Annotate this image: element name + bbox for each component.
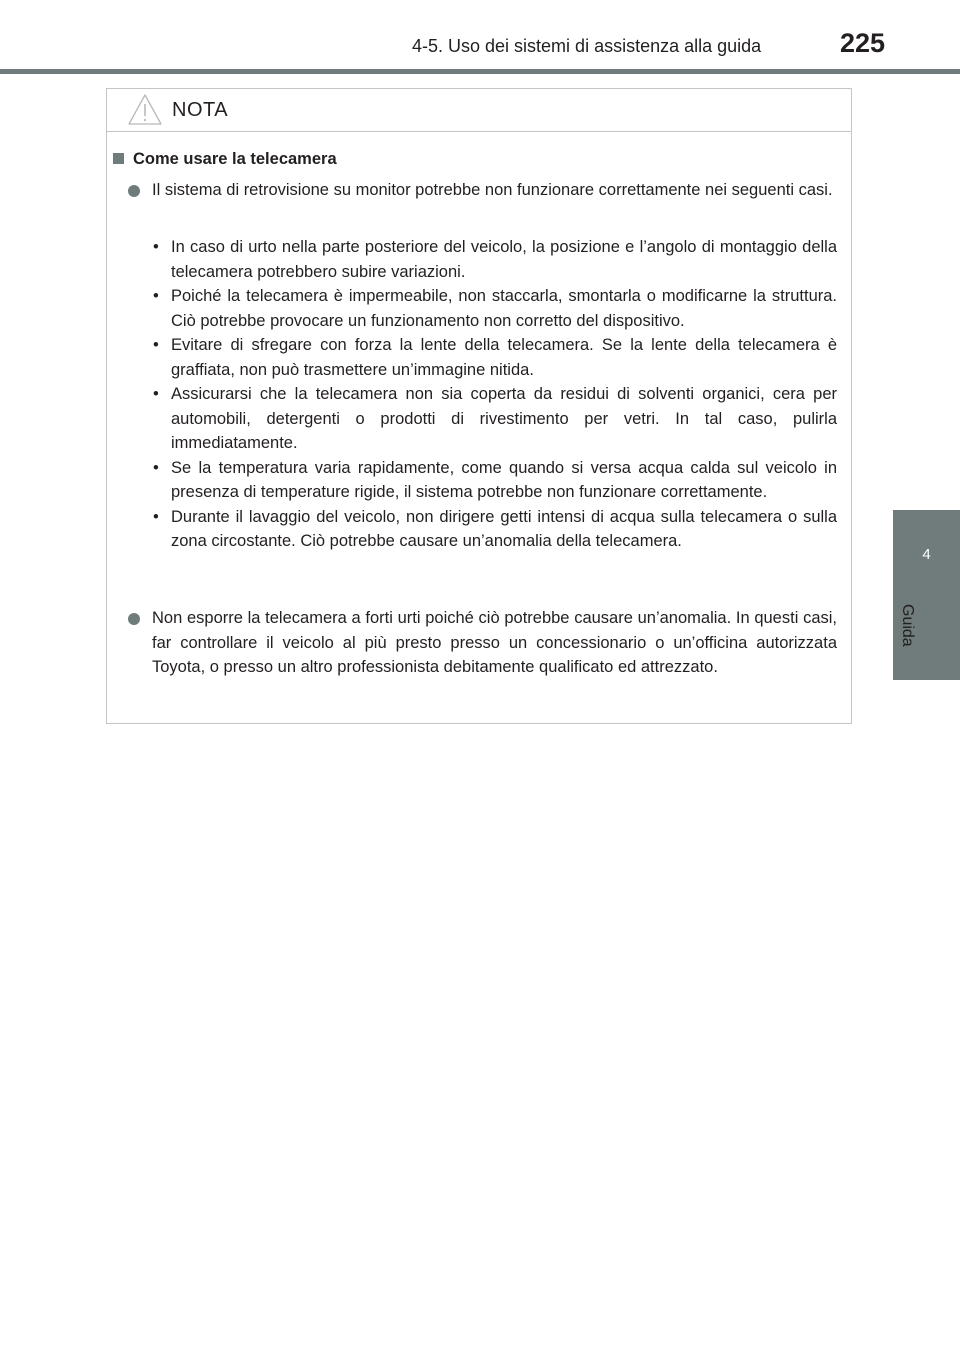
circle-bullet-icon bbox=[128, 613, 140, 625]
bullet-dot: • bbox=[153, 507, 159, 526]
note-item-1: Il sistema di retrovisione su monitor potrebbe non funzionare correttamente nei seguenti casi. bbox=[152, 181, 833, 199]
chapter-label bbox=[900, 604, 940, 654]
bullet-dot: • bbox=[153, 287, 159, 305]
section-heading-text: Come usare la telecamera bbox=[133, 150, 337, 168]
note-title: NOTA bbox=[172, 99, 229, 121]
bullet-dot: • bbox=[153, 385, 159, 403]
chapter-tab bbox=[893, 510, 960, 680]
bullet-dot: • bbox=[153, 336, 159, 354]
section-heading bbox=[113, 150, 337, 169]
bullet-dot: • bbox=[153, 458, 159, 477]
bullet-dot: • bbox=[153, 238, 159, 256]
chapter-number: 4 bbox=[922, 546, 931, 563]
circle-bullet-icon bbox=[128, 185, 140, 197]
note-header bbox=[107, 89, 851, 132]
note-item-2: Non esporre la telecamera a forti urti poiché ciò potrebbe causare un’anomalia. In questi casi, far controllare il veicolo al più presto presso un concessionario o un’officina autorizzata Toyota, o presso un altro professionista debitamente qualificato ed attrezzato. bbox=[152, 609, 837, 676]
list-item: • Assicurarsi che la telecamera non sia coperta da residui di solventi organici, cera per automobili, detergenti o prodotti di rivestimento per vetri. In tal caso, pulirla immediatamente. bbox=[153, 382, 837, 456]
note-box bbox=[106, 88, 852, 724]
list-item: • Se la temperatura varia rapidamente, come quando si versa acqua calda sul veicolo in presenza di temperature rigide, il sistema potrebbe non funzionare correttamente. bbox=[153, 456, 837, 505]
list-item: • Evitare di sfregare con forza la lente della telecamera. Se la lente della telecamera è graffiata, non può trasmettere un’immagine nitida. bbox=[153, 333, 837, 382]
square-bullet-icon bbox=[113, 153, 124, 164]
page-number: 225 bbox=[840, 28, 886, 58]
chapter-label-text: Guida bbox=[899, 604, 916, 647]
list-item: • In caso di urto nella parte posteriore del veicolo, la posizione e l’angolo di montaggio della telecamera potrebbero subire variazioni. bbox=[153, 235, 837, 284]
list-item: • Durante il lavaggio del veicolo, non dirigere getti intensi di acqua sulla telecamera o sulla zona circostante. Ciò potrebbe causare un’anomalia della telecamera. bbox=[153, 505, 837, 554]
bullet-list bbox=[153, 235, 837, 554]
header-rule bbox=[0, 69, 960, 74]
warning-triangle-icon bbox=[127, 93, 163, 127]
header-section-title: 4-5. Uso dei sistemi di assistenza alla guida bbox=[412, 36, 762, 56]
list-item: • Poiché la telecamera è impermeabile, non staccarla, smontarla o modificarne la struttura. Ciò potrebbe provocare un funzionamento non corretto del dispositivo. bbox=[153, 284, 837, 333]
